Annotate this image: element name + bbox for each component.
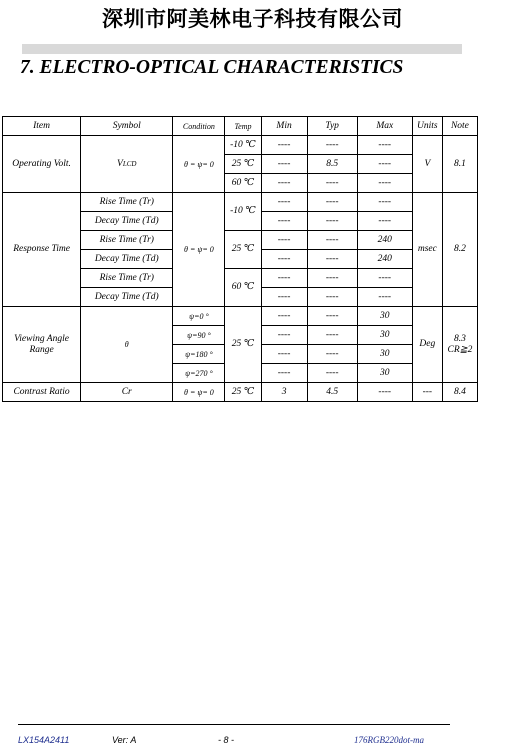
contrast-note: 8.4: [442, 383, 477, 402]
response-condition: θ = ψ= 0: [173, 193, 225, 307]
footer-model: 176RGB220dot-ma: [354, 735, 424, 745]
header-temp: Temp: [225, 117, 261, 136]
viewing-condition: ψ=0 °: [173, 307, 225, 326]
operating-note: 8.1: [442, 136, 477, 193]
viewing-note-line2: CR≧2: [447, 344, 473, 355]
typ-cell: ----: [307, 307, 357, 326]
footer-doc-number: LX154A2411: [18, 735, 70, 745]
min-cell: 3: [261, 383, 307, 402]
response-symbol: Decay Time (Td): [81, 212, 173, 231]
header-condition: Condition: [173, 117, 225, 136]
typ-cell: ----: [307, 231, 357, 250]
temp-cell: -10 ℃: [225, 193, 261, 231]
symbol-main: V: [117, 158, 123, 169]
header-typ: Typ: [307, 117, 357, 136]
max-cell: 30: [357, 364, 412, 383]
header-item: Item: [3, 117, 81, 136]
operating-symbol: [81, 136, 173, 193]
min-cell: ----: [261, 269, 307, 288]
temp-cell: 60 ℃: [225, 269, 261, 307]
viewing-item-line2: Range: [29, 344, 54, 355]
min-cell: ----: [261, 155, 307, 174]
typ-cell: ----: [307, 174, 357, 193]
typ-cell: ----: [307, 212, 357, 231]
header-units: Units: [412, 117, 442, 136]
max-cell: 30: [357, 326, 412, 345]
response-symbol: Rise Time (Tr): [81, 193, 173, 212]
min-cell: ----: [261, 136, 307, 155]
contrast-symbol: Cr: [81, 383, 173, 402]
max-cell: ----: [357, 288, 412, 307]
response-units: msec: [412, 193, 442, 307]
viewing-temp: 25 ℃: [225, 307, 261, 383]
header-min: Min: [261, 117, 307, 136]
table-row: [3, 193, 478, 212]
header-row: [3, 117, 478, 136]
typ-cell: ----: [307, 136, 357, 155]
footer-page-number: - 8 -: [218, 735, 235, 745]
min-cell: ----: [261, 212, 307, 231]
max-cell: 240: [357, 250, 412, 269]
contrast-units: ---: [412, 383, 442, 402]
viewing-symbol: θ: [81, 307, 173, 383]
table-row: [3, 307, 478, 326]
viewing-note: [442, 307, 477, 383]
min-cell: ----: [261, 231, 307, 250]
footer-version: Ver: A: [112, 735, 137, 745]
viewing-condition: ψ=90 °: [173, 326, 225, 345]
viewing-units: Deg: [412, 307, 442, 383]
typ-cell: ----: [307, 250, 357, 269]
max-cell: ----: [357, 155, 412, 174]
max-cell: ----: [357, 193, 412, 212]
temp-cell: 25 ℃: [225, 231, 261, 269]
response-symbol: Rise Time (Tr): [81, 269, 173, 288]
footer-divider: [18, 724, 450, 725]
viewing-item: [3, 307, 81, 383]
min-cell: ----: [261, 174, 307, 193]
min-cell: ----: [261, 364, 307, 383]
response-note: 8.2: [442, 193, 477, 307]
table-row: [3, 136, 478, 155]
min-cell: ----: [261, 193, 307, 212]
viewing-condition: ψ=180 °: [173, 345, 225, 364]
typ-cell: ----: [307, 326, 357, 345]
response-item: Response Time: [3, 193, 81, 307]
symbol-sub: LCD: [122, 159, 137, 168]
contrast-condition: θ = ψ= 0: [173, 383, 225, 402]
max-cell: ----: [357, 136, 412, 155]
typ-cell: ----: [307, 269, 357, 288]
max-cell: ----: [357, 212, 412, 231]
typ-cell: 8.5: [307, 155, 357, 174]
temp-cell: 60 ℃: [225, 174, 261, 193]
max-cell: 30: [357, 345, 412, 364]
max-cell: 240: [357, 231, 412, 250]
section-title: 7. ELECTRO-OPTICAL CHARACTERISTICS: [20, 57, 404, 78]
min-cell: ----: [261, 307, 307, 326]
max-cell: ----: [357, 174, 412, 193]
header-note: Note: [442, 117, 477, 136]
contrast-temp: 25 ℃: [225, 383, 261, 402]
viewing-note-line1: 8.3: [454, 333, 466, 344]
min-cell: ----: [261, 326, 307, 345]
company-name: 深圳市阿美林电子科技有限公司: [102, 7, 403, 31]
table-row: [3, 383, 478, 402]
response-symbol: Decay Time (Td): [81, 288, 173, 307]
max-cell: ----: [357, 383, 412, 402]
max-cell: ----: [357, 269, 412, 288]
operating-condition: θ = ψ= 0: [173, 136, 225, 193]
contrast-item: Contrast Ratio: [3, 383, 81, 402]
min-cell: ----: [261, 250, 307, 269]
typ-cell: 4.5: [307, 383, 357, 402]
operating-units: V: [412, 136, 442, 193]
header-divider: [22, 44, 462, 54]
viewing-condition: ψ=270 °: [173, 364, 225, 383]
temp-cell: 25 ℃: [225, 155, 261, 174]
typ-cell: ----: [307, 364, 357, 383]
typ-cell: ----: [307, 345, 357, 364]
typ-cell: ----: [307, 288, 357, 307]
electro-optical-table: [2, 116, 478, 402]
response-symbol: Rise Time (Tr): [81, 231, 173, 250]
typ-cell: ----: [307, 193, 357, 212]
header-symbol: Symbol: [81, 117, 173, 136]
min-cell: ----: [261, 288, 307, 307]
viewing-item-line1: Viewing Angle: [14, 333, 69, 344]
min-cell: ----: [261, 345, 307, 364]
response-symbol: Decay Time (Td): [81, 250, 173, 269]
temp-cell: -10 ℃: [225, 136, 261, 155]
max-cell: 30: [357, 307, 412, 326]
operating-item: Operating Volt.: [3, 136, 81, 193]
header-max: Max: [357, 117, 412, 136]
